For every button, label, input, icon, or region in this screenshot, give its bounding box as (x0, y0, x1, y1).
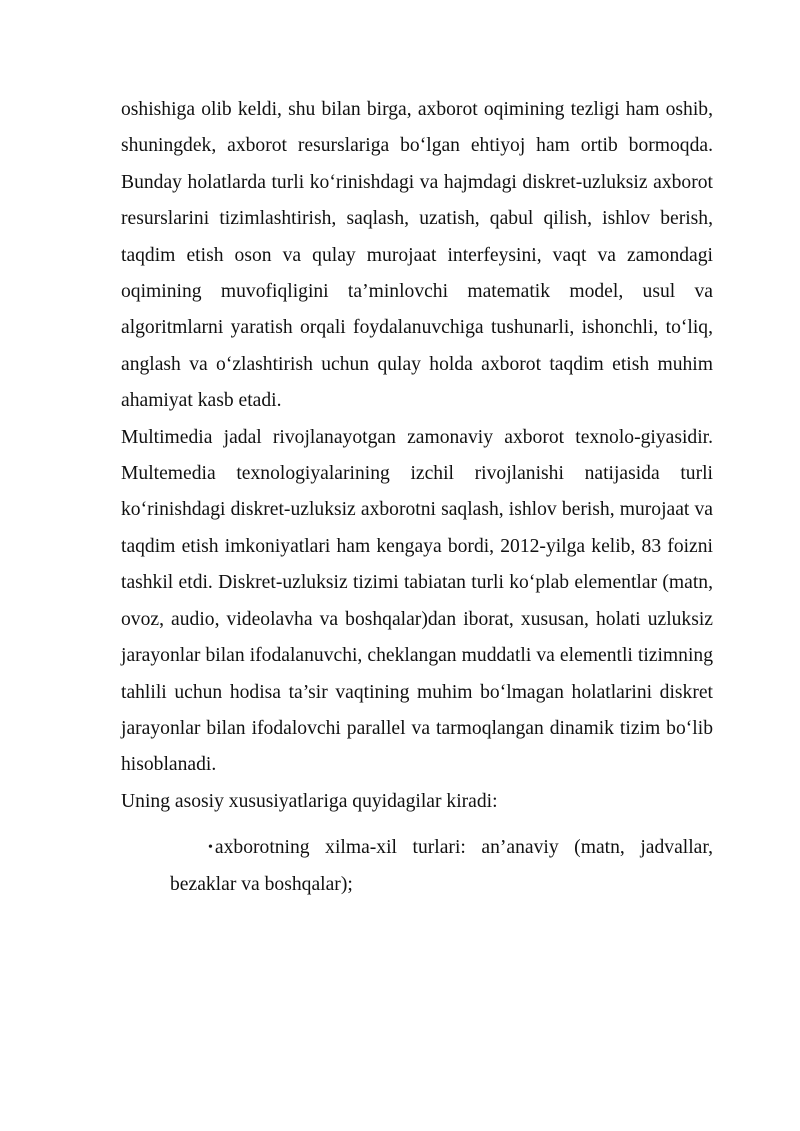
document-body (121, 92, 713, 903)
paragraph-2: Multimedia jadal rivojlanayotgan zamonaviy axborot texnolo-giyasidir. Multemedia texnologiyalarining izchil rivojlanishi natijasida turli ko‘rinishdagi diskret-uzluksiz axborotni saqlash, ishlov berish, murojaat va taqdim etish imkoniyatlari ham kengaya bordi, 2012-yilga kelib, 83 foizni tashkil etdi. Diskret-uzluksiz tizimi tabiatan turli ko‘plab elementlar (matn, ovoz, audio, videolavha va boshqalar)dan iborat, xususan, holati uzluksiz jarayonlar bilan ifodalanuvchi, cheklangan muddatli va elementli tizimning tahlili uchun hodisa ta’sir vaqtining muhim bo‘lmagan holatlarini diskret jarayonlar bilan ifodalovchi parallel va tarmoqlangan dinamik tizim bo‘lib hisoblanadi. (121, 426, 713, 776)
bullet-item-1 (170, 830, 713, 903)
paragraph-1: oshishiga olib keldi, shu bilan birga, axborot oqimining tezligi ham oshib, shuningdek, axborot resurslariga bo‘lgan ehtiyoj ham ortib bormoqda. Bunday holatlarda turli ko‘rinishdagi va hajmdagi diskret-uzluksiz axborot resurslarini tizimlashtirish, saqlash, uzatish, qabul qilish, ishlov berish, taqdim etish oson va qulay murojaat interfeysini, vaqt va zamondagi oqimining muvofiqligini ta’minlovchi matematik model, usul va algoritmlarni yaratish orqali foydalanuvchiga tushunarli, ishonchli, to‘liq, anglash va o‘zlashtirish uchun qulay holda axborot taqdim etish muhim ahamiyat kasb etadi. (121, 99, 713, 412)
bullet-item-1-text: axborotning xilma-xil turlari: an’anaviy (matn, jadvallar, bezaklar va boshqalar); (170, 837, 713, 895)
bullet-dot-icon: • (208, 840, 213, 856)
features-intro-line: Uning asosiy xususiyatlariga quyidagilar kiradi: (121, 790, 498, 812)
